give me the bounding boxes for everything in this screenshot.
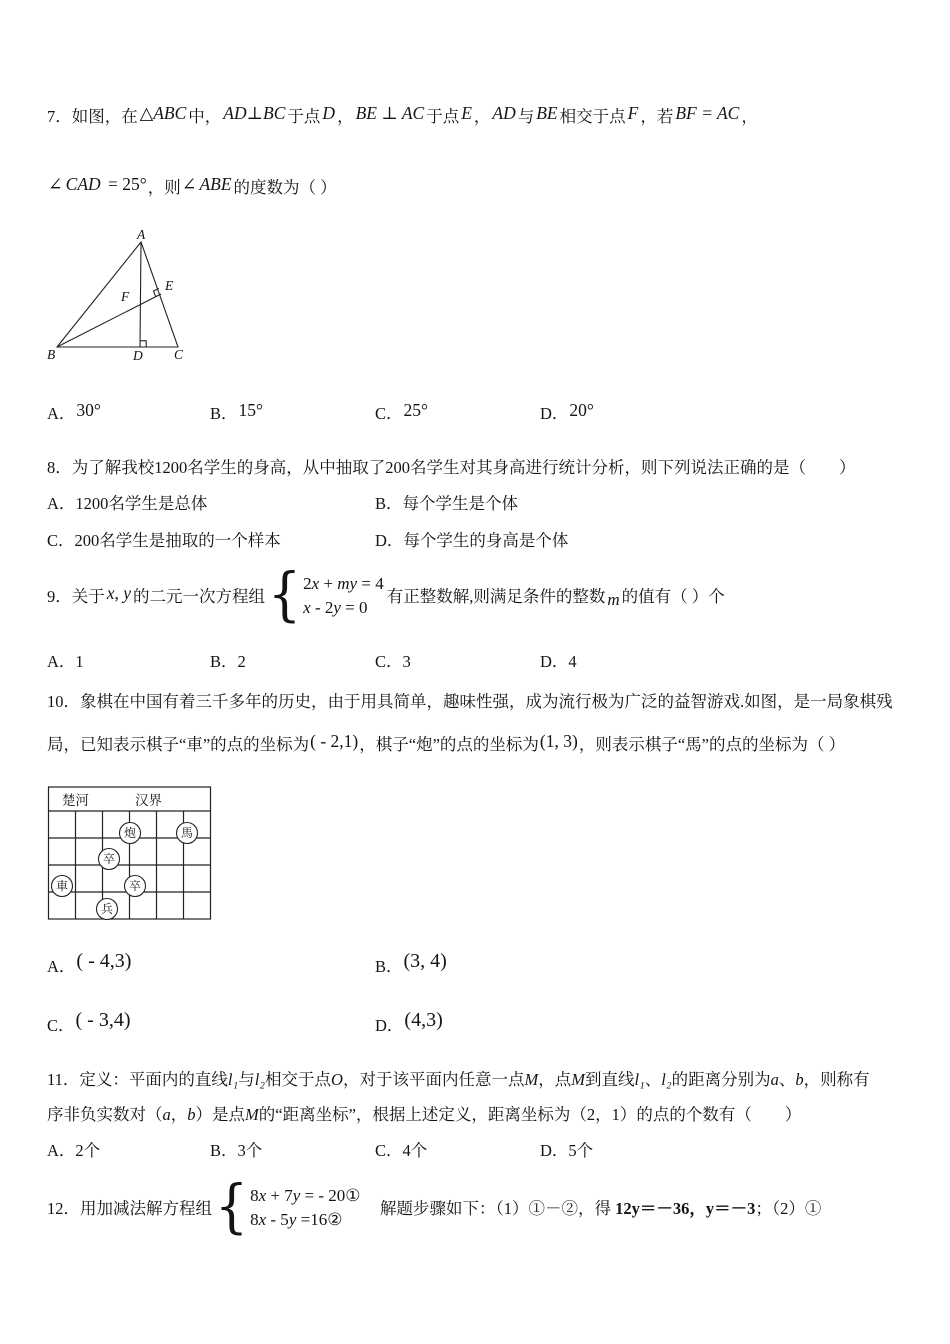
text-segment: E: [461, 103, 472, 123]
text-segment: M: [524, 1070, 539, 1089]
text-segment: 中，: [188, 107, 222, 126]
text-segment: ，若: [640, 107, 674, 126]
text-segment: D: [322, 103, 336, 123]
text-segment: 与: [517, 107, 535, 126]
question-8-stem-text: 8．为了解我校1200名学生的身高，从中抽取了200名学生对其身高进行统计分析，则下列说法正确的是（ ）: [47, 458, 856, 477]
text-segment: 12y＝－36，y＝－3: [615, 1199, 756, 1218]
system-equations: [248, 1185, 360, 1230]
option-value: 25°: [403, 400, 429, 420]
text-segment: 于点: [426, 107, 460, 126]
text-segment: y: [292, 1185, 301, 1205]
option-value: 20°: [569, 400, 594, 420]
option-label: D．: [375, 1016, 404, 1035]
text-segment: a: [162, 1105, 171, 1124]
option-value: (3, 4): [403, 950, 447, 972]
text-segment: 9．关于: [47, 587, 105, 606]
text-segment: a: [770, 1070, 779, 1089]
option-value: ( - 4,3): [76, 950, 132, 972]
text-segment: 相交于点: [559, 107, 626, 126]
text-segment: - 2: [310, 597, 334, 617]
question-11-options: [47, 1137, 904, 1164]
text-segment: l₁: [634, 1070, 645, 1089]
option-value: 15°: [238, 400, 264, 420]
text-segment: BE ⊥ AC: [355, 103, 425, 123]
text-segment: = 25°: [103, 174, 147, 194]
text-segment: ，: [337, 107, 354, 126]
text-segment: 、: [778, 1070, 796, 1089]
question-12-text-before: [47, 1195, 212, 1219]
chess-piece-cannon: [120, 823, 141, 844]
text-segment: ，则: [147, 178, 181, 197]
question-8-option-b: B．每个学生是个体: [375, 494, 519, 513]
question-7-text-line-2: [47, 175, 904, 200]
question-9: [47, 564, 904, 675]
question-9-option-c: C．3: [375, 652, 411, 671]
text-segment: ，棋子“炮”的点的坐标为: [359, 735, 539, 754]
text-segment: ∠: [181, 174, 197, 194]
svg-text:馬: 馬: [180, 826, 194, 840]
text-segment: +: [319, 573, 338, 593]
question-9-option-b: B．2: [210, 652, 246, 671]
text-segment: 的度数为（ ）: [233, 178, 337, 197]
question-10-line-1-text: 10．象棋在中国有着三千多年的历史，由于用具简单，趣味性强，成为流行极为广泛的益智游戏.如图，是一局象棋残: [47, 692, 893, 711]
text-segment: 的二元一次方程组: [133, 587, 266, 606]
chessboard-svg: [47, 785, 213, 923]
question-8-options-row-1: [47, 490, 904, 517]
text-segment: ，点: [538, 1070, 572, 1089]
system-brace: [215, 1181, 248, 1233]
text-segment: 局，已知表示棋子“車”的点的坐标为: [47, 735, 310, 754]
vertex-label-C: C: [174, 347, 184, 362]
question-12-text-after: [364, 1195, 822, 1219]
text-segment: b: [795, 1070, 804, 1089]
question-10-text-line-1: [47, 689, 904, 714]
text-segment: m: [607, 590, 620, 609]
svg-text:卒: 卒: [102, 852, 116, 866]
triangle-figure-svg: [47, 228, 207, 368]
question-7-option-b: [210, 400, 375, 427]
river-label-chu: 楚河: [62, 793, 89, 808]
system-brace: [268, 569, 301, 621]
question-12: [47, 1176, 904, 1238]
question-7-option-a: [47, 400, 210, 427]
chess-piece-pawn: [97, 899, 118, 920]
svg-text:炮: 炮: [123, 826, 137, 840]
question-8-option-c: C．200名学生是抽取的一个样本: [47, 531, 281, 550]
text-segment: 2: [303, 573, 312, 593]
chess-piece-soldier-1: [99, 849, 120, 870]
question-10-options-row-2: [47, 1009, 904, 1039]
text-segment: ，: [741, 107, 758, 126]
question-11-option-c: C．4个: [375, 1141, 428, 1160]
question-7-text-line-1: [47, 104, 904, 129]
question-10-option-d: [375, 1009, 904, 1039]
text-segment: - 5: [266, 1209, 289, 1229]
question-9-options: [47, 648, 904, 675]
river-label-han: 汉界: [135, 793, 162, 808]
text-segment: 8: [250, 1185, 259, 1205]
right-angle-mark-D: [140, 341, 146, 347]
question-10: [47, 689, 904, 1039]
text-segment: △ABC: [139, 103, 187, 123]
question-8-option-a: A．1200名学生是总体: [47, 494, 208, 513]
question-9-text-after: [387, 583, 725, 607]
vertex-label-F: F: [121, 289, 130, 304]
altitude-BE: [57, 294, 161, 347]
text-segment: l₂: [661, 1070, 672, 1089]
question-9-option-d: D．4: [540, 652, 577, 671]
text-segment: x: [258, 1209, 267, 1229]
question-11-option-a: A．2个: [47, 1141, 101, 1160]
text-segment: 序非负实数对（: [47, 1105, 163, 1124]
question-11-option-d: D．5个: [540, 1141, 594, 1160]
text-segment: AD⊥BC: [223, 103, 286, 123]
text-segment: 8: [250, 1209, 259, 1229]
question-10-text-line-2: [47, 732, 904, 757]
question-10-option-c: [47, 1009, 375, 1039]
text-segment: x, y: [106, 583, 132, 603]
question-11-text-line-1: [47, 1067, 904, 1092]
text-segment: = - 20①: [300, 1185, 361, 1205]
question-7-option-d: [540, 400, 904, 427]
question-7-option-c: [375, 400, 540, 427]
option-value: ( - 3,4): [75, 1009, 131, 1031]
svg-text:兵: 兵: [100, 902, 114, 916]
text-segment: 与: [238, 1070, 255, 1089]
text-segment: (1, 3): [539, 731, 578, 751]
text-segment: ）是点: [195, 1105, 245, 1124]
text-segment: ，: [473, 107, 491, 126]
option-label: B．: [375, 957, 403, 976]
svg-text:卒: 卒: [128, 879, 142, 893]
question-9-equation-system: [268, 569, 384, 621]
text-segment: 、: [644, 1070, 662, 1089]
question-10-option-a: [47, 950, 375, 980]
vertex-label-B: B: [47, 347, 56, 362]
chessboard-figure: [47, 785, 904, 923]
question-9-option-a: A．1: [47, 652, 84, 671]
text-segment: ，对于该平面内任意一点: [342, 1070, 525, 1089]
question-7: [47, 104, 904, 427]
text-segment: l₁: [227, 1070, 239, 1089]
question-8-stem: [47, 455, 904, 480]
option-label: C．: [47, 1016, 75, 1035]
vertex-label-D: D: [133, 348, 143, 363]
text-segment: 到直线: [584, 1070, 635, 1089]
question-8-option-d: D．每个学生的身高是个体: [375, 531, 569, 550]
question-9-text: [47, 564, 904, 626]
text-segment: 的“距离坐标”，根据上述定义，距离坐标为（2，1）的点的个数有（ ）: [258, 1105, 802, 1124]
text-segment: b: [187, 1105, 196, 1124]
option-value: (4,3): [404, 1009, 443, 1031]
option-value: 30°: [76, 400, 101, 420]
question-8-options-row-2: [47, 527, 904, 554]
question-9-text-before: [47, 583, 265, 607]
text-segment: = 0: [340, 597, 368, 617]
question-7-options: [47, 400, 904, 427]
text-segment: my: [337, 573, 358, 593]
chess-piece-soldier-2: [125, 876, 146, 897]
equation-2: [303, 597, 384, 618]
text-segment: ，: [170, 1105, 188, 1124]
text-segment: ∠: [48, 174, 63, 194]
triangle-figure: [47, 228, 904, 368]
text-segment: 相交于点: [265, 1070, 332, 1089]
text-segment: l₂: [254, 1070, 266, 1089]
system-equations: [301, 573, 384, 618]
text-segment: ( - 2,1): [310, 731, 359, 751]
text-segment: O: [331, 1070, 343, 1089]
text-segment: 于点: [287, 107, 321, 126]
text-segment: F: [627, 103, 639, 123]
text-segment: ABE: [199, 174, 232, 194]
vertex-label-E: E: [165, 278, 174, 293]
text-segment: ，则称有: [803, 1070, 870, 1089]
text-segment: 12．用加减法解方程组: [47, 1199, 212, 1218]
equation-2: [250, 1209, 360, 1230]
option-label: C．: [375, 404, 403, 423]
option-label: B．: [210, 404, 238, 423]
text-segment: x: [311, 573, 320, 593]
text-segment: ；（2）①: [755, 1199, 822, 1218]
text-segment: 11．定义：平面内的直线: [47, 1070, 228, 1089]
chess-piece-horse: [177, 823, 198, 844]
question-12-text: [47, 1176, 904, 1238]
option-label: A．: [47, 404, 76, 423]
text-segment: BE: [536, 103, 558, 123]
text-segment: 有正整数解,则满足条件的整数: [386, 587, 606, 606]
text-segment: BF = AC: [675, 103, 740, 123]
question-12-equation-system: [215, 1181, 361, 1233]
text-segment: x: [258, 1185, 267, 1205]
option-label: D．: [540, 404, 569, 423]
svg-text:車: 車: [55, 879, 69, 893]
question-11-option-b: B．3个: [210, 1141, 263, 1160]
text-segment: + 7: [266, 1185, 293, 1205]
chess-piece-chariot: [52, 876, 73, 897]
text-segment: y: [333, 597, 341, 617]
text-segment: 7．如图，在: [47, 107, 138, 126]
text-segment: M: [571, 1070, 585, 1089]
text-segment: ，则表示棋子“馬”的点的坐标为（ ）: [578, 735, 846, 754]
text-segment: = 4: [357, 573, 384, 593]
question-11-text-line-2: [47, 1102, 904, 1127]
question-8: [47, 455, 904, 554]
text-segment: CAD: [65, 174, 101, 194]
text-segment: x: [303, 597, 311, 617]
question-10-option-b: [375, 950, 904, 980]
altitude-AD: [140, 242, 141, 347]
text-segment: 的值有（ ）个: [621, 587, 725, 606]
equation-1: [250, 1185, 360, 1206]
text-segment: =16②: [296, 1209, 343, 1229]
equation-1: [303, 573, 384, 594]
question-10-options-row-1: [47, 950, 904, 980]
text-segment: 的距离分别为: [671, 1070, 771, 1089]
text-segment: M: [245, 1105, 259, 1124]
option-label: A．: [47, 957, 76, 976]
vertex-label-A: A: [137, 228, 146, 242]
text-segment: y: [288, 1209, 297, 1229]
text-segment: AD: [492, 103, 516, 123]
question-11: [47, 1067, 904, 1164]
text-segment: 解题步骤如下：（1）①－②，得: [363, 1199, 616, 1218]
